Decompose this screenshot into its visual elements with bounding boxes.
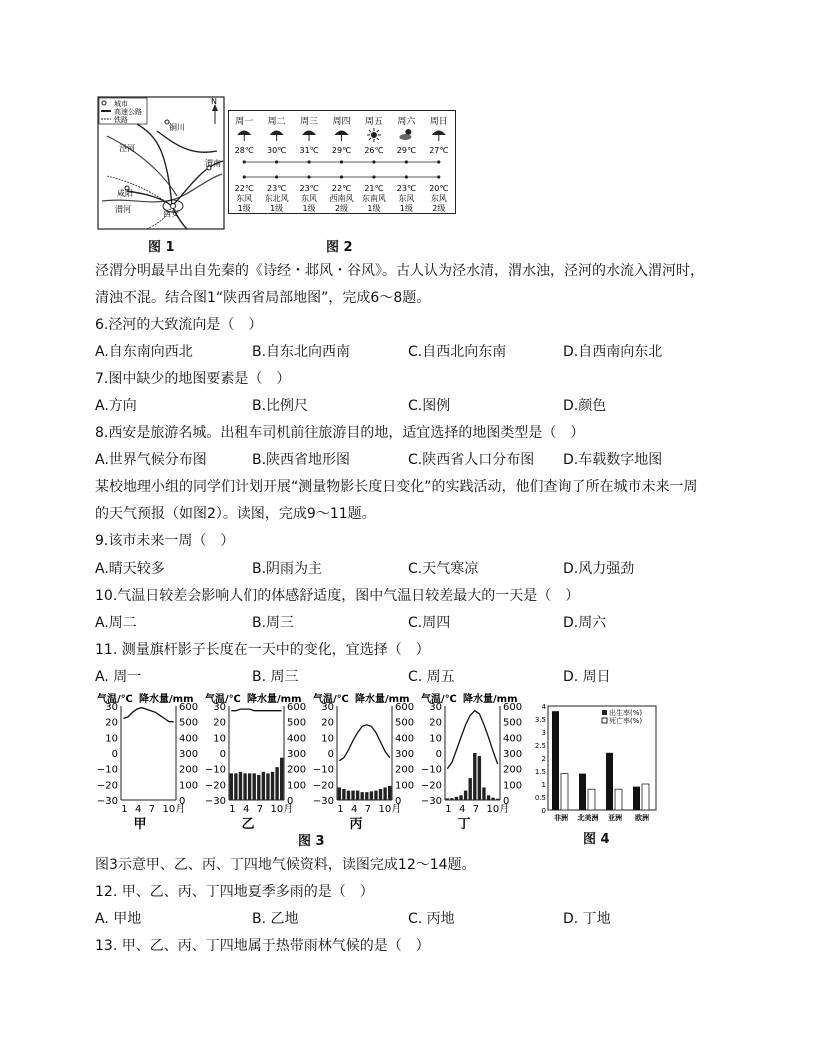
q11-option-b: B. 周三 (252, 669, 299, 685)
climate-svg (95, 692, 535, 832)
temp-tick: 0 (435, 749, 442, 760)
precip-bar (478, 756, 481, 800)
q8-option-b: B.陕西省地形图 (252, 452, 351, 468)
precip-bar (388, 786, 391, 800)
temp-axis-title: 气温/℃ (421, 694, 457, 705)
low-temp-label: 20℃ (429, 184, 449, 193)
precip-tick: 100 (395, 780, 415, 792)
precip-bar (469, 778, 472, 800)
low-temp-label: 23℃ (267, 184, 287, 193)
temp-tick: −20 (96, 780, 118, 792)
temp-tick: 20 (213, 717, 226, 729)
high-temp-label: 30℃ (267, 146, 287, 155)
precip-bar (342, 789, 345, 800)
precip-tick: 0 (395, 796, 402, 807)
temp-point (275, 175, 278, 178)
legend-city-label: 城市 (114, 100, 128, 108)
question-12: 12. 甲、乙、丙、丁四地夏季多雨的是（ ） (95, 884, 374, 900)
temp-tick: 30 (321, 702, 334, 713)
wind-level-label: 1级 (270, 204, 284, 213)
q6-option-a: A.自东南向西北 (95, 344, 193, 360)
north-arrow-label: N (211, 97, 217, 106)
passage-1-line-2: 清浊不混。结合图1“陕西省局部地图”，完成6～8题。 (95, 290, 431, 306)
precip-bar (374, 791, 377, 800)
month-tick: 4 (351, 804, 358, 815)
month-tick: 7 (472, 804, 480, 815)
wind-level-label: 1级 (237, 204, 251, 213)
y-tick: 3 (541, 729, 546, 737)
temp-tick: 30 (429, 702, 442, 713)
high-temp-label: 27℃ (429, 146, 449, 155)
precip-tick: 500 (503, 717, 523, 729)
question-7: 7.图中缺少的地图要素是（ ） (95, 371, 291, 387)
passage-1-line-1: 泾渭分明最早出自先秦的《诗经・邶风・谷风》。古人认为泾水清，渭水浊，泾河的水流入渭河时， (95, 263, 704, 279)
month-tick: 1 (337, 804, 344, 815)
temp-point (437, 175, 440, 178)
precip-tick: 400 (395, 733, 415, 745)
temp-curve (123, 708, 173, 722)
temp-point (340, 175, 343, 178)
precip-bar (275, 767, 278, 800)
precip-bar (262, 772, 265, 800)
question-13: 13. 甲、乙、丙、丁四地属于热带雨林气候的是（ ） (95, 938, 430, 954)
wind-label: 东北风 (264, 194, 289, 203)
precip-axis-title: 降水量/mm (139, 694, 194, 705)
category-label: 北美洲 (577, 814, 599, 822)
temp-axis-title: 气温/℃ (313, 694, 349, 705)
temp-tick: 0 (327, 749, 334, 760)
temp-tick: −30 (420, 796, 442, 807)
y-tick: 4 (541, 703, 546, 711)
wind-level-label: 1级 (302, 204, 316, 213)
chart-label: 丁 (457, 817, 471, 832)
figure-1-map (97, 96, 225, 230)
precip-bar (338, 787, 341, 800)
month-tick: 10月 (486, 804, 510, 815)
precip-bar (271, 772, 274, 800)
temp-tick: 30 (105, 702, 118, 713)
precip-tick: 600 (287, 702, 307, 713)
low-temp-label: 22℃ (234, 184, 254, 193)
temp-tick: −10 (204, 764, 226, 776)
precip-bar (482, 787, 485, 800)
temp-tick: 10 (105, 733, 118, 745)
q10-option-c: C.周四 (408, 615, 451, 631)
month-tick: 10月 (270, 804, 294, 815)
birth-rate-bar (606, 753, 613, 810)
q10-option-d: D.周六 (563, 615, 607, 631)
figure-1-caption: 图 1 (148, 240, 175, 255)
precip-bar (253, 773, 256, 800)
category-label: 非洲 (554, 814, 568, 822)
precip-tick: 300 (179, 749, 199, 760)
category-label: 欧洲 (635, 814, 649, 822)
month-tick: 1 (445, 804, 452, 815)
y-tick: 0 (541, 807, 546, 815)
temp-tick: 10 (429, 733, 442, 745)
temp-point (405, 160, 408, 163)
precip-tick: 600 (179, 702, 199, 713)
precip-bar (230, 773, 233, 800)
death-rate-bar (561, 774, 568, 810)
month-tick: 4 (243, 804, 250, 815)
figure-2-caption: 图 2 (326, 240, 353, 255)
y-tick: 1 (541, 781, 546, 789)
precip-bar (266, 773, 269, 800)
precip-bar (347, 791, 350, 800)
place-xianyang: 咸阳 (117, 189, 133, 198)
wind-label: 东南风 (361, 194, 386, 203)
y-tick: 3.5 (534, 716, 546, 724)
temp-point (372, 175, 375, 178)
temp-tick: −10 (312, 764, 334, 776)
q12-option-b: B. 乙地 (252, 911, 299, 927)
temp-point (437, 160, 440, 163)
precip-bar (370, 791, 373, 800)
precip-tick: 0 (287, 796, 294, 807)
month-tick: 7 (364, 804, 372, 815)
precip-tick: 200 (179, 764, 199, 776)
precip-bar (446, 798, 449, 800)
temp-tick: −10 (420, 764, 442, 776)
day-label: 周六 (397, 117, 416, 127)
temp-point (307, 175, 310, 178)
precip-tick: 500 (395, 717, 415, 729)
precip-bar (365, 792, 368, 800)
temp-tick: 20 (429, 717, 442, 729)
figure-4-rates (532, 702, 660, 824)
precip-tick: 100 (179, 780, 199, 792)
legend-death-label: 死亡率(%) (609, 717, 643, 725)
temp-axis-title: 气温/℃ (97, 694, 133, 705)
category-label: 亚洲 (608, 814, 622, 822)
q8-option-a: A.世界气候分布图 (95, 452, 207, 468)
death-rate-bar (588, 789, 595, 810)
temp-point (307, 160, 310, 163)
day-label: 周日 (429, 117, 448, 127)
chart-label: 丙 (349, 817, 363, 832)
temp-point (340, 160, 343, 163)
q9-option-a: A.晴天较多 (95, 561, 165, 577)
wind-level-label: 1级 (399, 204, 413, 213)
figure-2-weather (228, 110, 456, 214)
figure-4-caption: 图 4 (583, 832, 610, 847)
low-temp-label: 22℃ (331, 184, 352, 193)
temp-point (405, 175, 408, 178)
q6-option-b: B.自东北向西南 (252, 344, 351, 360)
birth-rate-bar (579, 774, 586, 810)
low-temp-label: 23℃ (299, 184, 319, 193)
precip-bar (464, 791, 467, 800)
temp-point (243, 175, 246, 178)
birth-rate-bar (633, 787, 640, 810)
question-11: 11. 测量旗杆影子长度在一天中的变化，宜选择（ ） (95, 642, 430, 658)
figure-3-climate (95, 692, 535, 832)
day-label: 周三 (300, 117, 319, 127)
temp-tick: 0 (219, 749, 226, 760)
temp-tick: −30 (312, 796, 334, 807)
precip-bar (351, 791, 354, 800)
precip-bar (496, 799, 499, 800)
rates-svg (532, 702, 660, 824)
precip-tick: 300 (503, 749, 523, 760)
place-xian: 西安 (163, 209, 179, 218)
wind-label: 东风 (398, 194, 415, 203)
q6-option-c: C.自西北向东南 (408, 344, 507, 360)
temp-curve (447, 711, 497, 769)
precip-bar (361, 792, 364, 800)
precip-tick: 300 (287, 749, 307, 760)
q12-option-a: A. 甲地 (95, 911, 142, 927)
month-tick: 1 (121, 804, 128, 815)
place-weinan: 渭南 (205, 159, 221, 168)
birth-rate-bar (552, 711, 559, 810)
legend-railway-label: 铁路 (114, 116, 128, 124)
day-label: 周二 (267, 117, 286, 127)
q10-option-a: A.周二 (95, 615, 137, 631)
precip-tick: 600 (395, 702, 415, 713)
passage-3: 图3示意甲、乙、丙、丁四地气候资料，读图完成12～14题。 (95, 857, 476, 873)
low-temp-label: 23℃ (396, 184, 416, 193)
temp-tick: −30 (204, 796, 226, 807)
wind-label: 西南风 (329, 194, 354, 203)
figure-3-caption: 图 3 (298, 834, 325, 849)
precip-bar (473, 753, 476, 800)
precip-bar (455, 797, 458, 800)
precip-tick: 400 (179, 733, 199, 745)
day-label: 周五 (364, 117, 383, 127)
temp-tick: −20 (204, 780, 226, 792)
y-tick: 2 (541, 755, 546, 763)
temp-tick: 10 (213, 733, 226, 745)
precip-tick: 500 (287, 717, 307, 729)
precip-axis-title: 降水量/mm (355, 694, 410, 705)
month-tick: 10月 (378, 804, 402, 815)
precip-bar (280, 758, 283, 800)
precip-axis-title: 降水量/mm (463, 694, 518, 705)
temp-tick: −20 (420, 780, 442, 792)
wind-level-label: 1级 (367, 204, 381, 213)
precip-bar (243, 773, 246, 800)
place-jinghe: 泾河 (119, 144, 135, 153)
q12-option-c: C. 丙地 (408, 911, 455, 927)
month-tick: 4 (135, 804, 142, 815)
month-tick: 7 (148, 804, 156, 815)
temp-curve (339, 725, 389, 761)
map-svg (97, 96, 225, 230)
precip-bar (487, 795, 490, 800)
precip-bar (383, 787, 386, 800)
y-tick: 0.5 (534, 794, 546, 802)
legend-birth-label: 出生率(%) (609, 709, 643, 717)
place-weihe: 渭河 (115, 205, 131, 214)
high-temp-label: 29℃ (396, 146, 416, 155)
passage-2-line-1: 某校地理小组的同学们计划开展“测量物影长度日变化”的实践活动，他们查询了所在城市未来一周 (95, 479, 698, 495)
q6-option-d: D.自西南向东北 (563, 344, 663, 360)
precip-axis-title: 降水量/mm (247, 694, 302, 705)
temp-curve (231, 709, 281, 711)
precip-bar (379, 789, 382, 800)
precip-bar (234, 773, 237, 800)
temp-tick: 20 (321, 717, 334, 729)
q11-option-a: A. 周一 (95, 669, 142, 685)
high-temp-label: 26℃ (364, 146, 384, 155)
wind-label: 东风 (430, 194, 447, 203)
high-temp-label: 29℃ (331, 146, 352, 155)
high-temp-label: 28℃ (234, 146, 254, 155)
precip-bar (257, 775, 260, 800)
temp-axis-title: 气温/℃ (205, 694, 241, 705)
death-rate-bar (615, 789, 622, 810)
wind-label: 东风 (301, 194, 318, 203)
precip-tick: 500 (179, 717, 199, 729)
legend-death-swatch (602, 718, 607, 723)
y-tick: 2.5 (534, 742, 546, 750)
q12-option-d: D. 丁地 (563, 911, 611, 927)
passage-2-line-2: 的天气预报（如图2）。读图，完成9～11题。 (95, 506, 376, 522)
q8-option-d: D.车载数字地图 (563, 452, 663, 468)
precip-tick: 300 (395, 749, 415, 760)
temp-tick: −30 (96, 796, 118, 807)
temp-point (243, 160, 246, 163)
wind-level-label: 2级 (334, 204, 349, 213)
precip-tick: 0 (503, 796, 510, 807)
high-temp-label: 31℃ (299, 146, 319, 155)
temp-tick: 20 (105, 717, 118, 729)
question-6: 6.泾河的大致流向是（ ） (95, 317, 263, 333)
precip-tick: 200 (503, 764, 523, 776)
precip-tick: 600 (503, 702, 523, 713)
question-9: 9.该市未来一周（ ） (95, 533, 235, 549)
temp-tick: 30 (213, 702, 226, 713)
precip-tick: 0 (179, 796, 186, 807)
question-8: 8.西安是旅游名城。出租车司机前往旅游目的地，适宜选择的地图类型是（ ） (95, 425, 585, 441)
q7-option-a: A.方向 (95, 398, 137, 414)
precip-bar (459, 795, 462, 800)
temp-point (275, 160, 278, 163)
precip-tick: 100 (503, 780, 523, 792)
sun-icon (367, 128, 381, 142)
precip-tick: 100 (287, 780, 307, 792)
month-tick: 7 (256, 804, 264, 815)
question-10: 10.气温日较差会影响人们的体感舒适度，图中气温日较差最大的一天是（ ） (95, 588, 580, 604)
legend-birth-swatch (602, 710, 607, 715)
precip-bar (248, 773, 251, 800)
q11-option-d: D. 周日 (563, 669, 611, 685)
month-tick: 1 (229, 804, 236, 815)
temp-tick: −20 (312, 780, 334, 792)
temp-tick: −10 (96, 764, 118, 776)
day-label: 周一 (235, 117, 254, 127)
wind-level-label: 2级 (432, 204, 446, 213)
legend-highway-label: 高速公路 (114, 108, 142, 116)
precip-tick: 400 (503, 733, 523, 745)
precip-bar (356, 791, 359, 800)
q11-option-c: C. 周五 (408, 669, 455, 685)
q8-option-c: C.陕西省人口分布图 (408, 452, 535, 468)
place-tongchuan: 铜川 (169, 123, 185, 132)
q9-option-b: B.阴雨为主 (252, 561, 323, 577)
q10-option-b: B.周三 (252, 615, 295, 631)
month-tick: 4 (459, 804, 466, 815)
y-tick: 1.5 (534, 768, 546, 776)
low-temp-label: 21℃ (364, 184, 384, 193)
precip-tick: 200 (287, 764, 307, 776)
q7-option-b: B.比例尺 (252, 398, 309, 414)
day-label: 周四 (332, 117, 351, 127)
q9-option-c: C.天气寒凉 (408, 561, 479, 577)
precip-bar (239, 772, 242, 800)
q7-option-d: D.颜色 (563, 398, 607, 414)
precip-bar (450, 798, 453, 800)
temp-tick: 0 (111, 749, 118, 760)
wind-label: 东风 (236, 194, 253, 203)
month-tick: 10月 (162, 804, 186, 815)
chart-label: 甲 (133, 817, 147, 832)
chart-label: 乙 (241, 817, 255, 832)
precip-tick: 200 (395, 764, 415, 776)
weather-svg (228, 110, 456, 214)
temp-point (372, 160, 375, 163)
precip-tick: 400 (287, 733, 307, 745)
death-rate-bar (642, 784, 649, 810)
precip-bar (491, 798, 494, 800)
temp-tick: 10 (321, 733, 334, 745)
q9-option-d: D.风力强劲 (563, 561, 635, 577)
q7-option-c: C.图例 (408, 398, 451, 414)
